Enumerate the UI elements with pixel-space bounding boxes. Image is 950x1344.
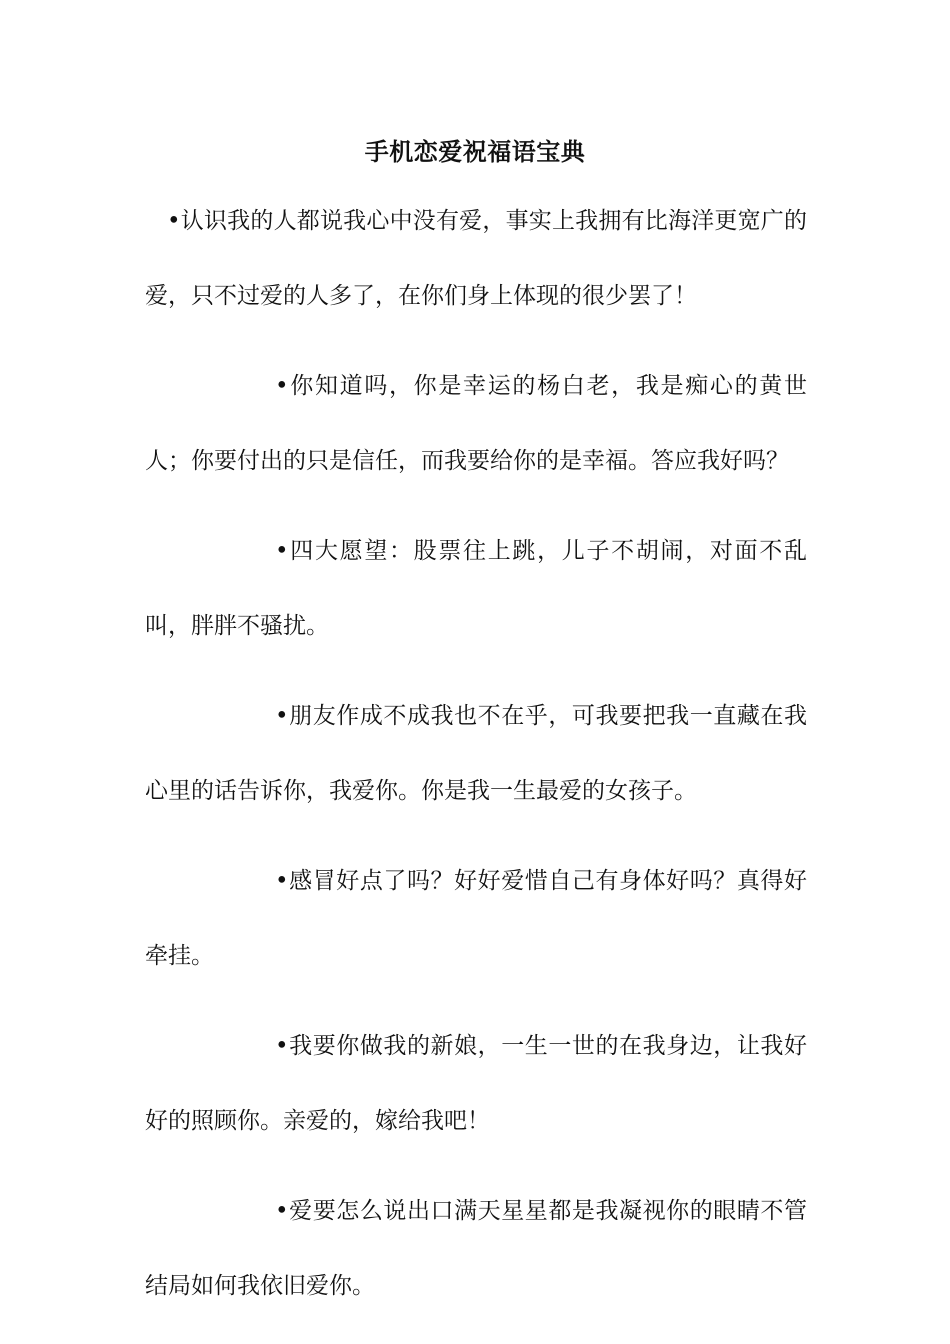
paragraph: •我要你做我的新娘，一生一世的在我身边，让我好好的照顾你。亲爱的，嫁给我吧！ [145,1033,807,1134]
paragraph: •感冒好点了吗？好好爱惜自己有身体好吗？真得好牵挂。 [145,868,807,969]
paragraph: •认识我的人都说我心中没有爱，事实上我拥有比海洋更宽广的爱，只不过爱的人多了，在你们身上体现的很少罢了！ [145,208,807,309]
document-body [145,184,807,1339]
page-title: 手机恋爱祝福语宝典 [364,137,586,166]
paragraph: •朋友作成不成我也不在乎，可我要把我一直藏在我心里的话告诉你，我爱你。你是我一生最爱的女孩子。 [145,703,807,804]
paragraph: •你知道吗，你是幸运的杨白老，我是痴心的黄世人；你要付出的只是信任，而我要给你的是幸福。答应我好吗？ [145,373,807,474]
paragraph: •四大愿望：股票往上跳，儿子不胡闹，对面不乱叫，胖胖不骚扰。 [145,538,807,639]
paragraph: •爱要怎么说出口满天星星都是我凝视你的眼睛不管结局如何我依旧爱你。 [145,1198,807,1299]
